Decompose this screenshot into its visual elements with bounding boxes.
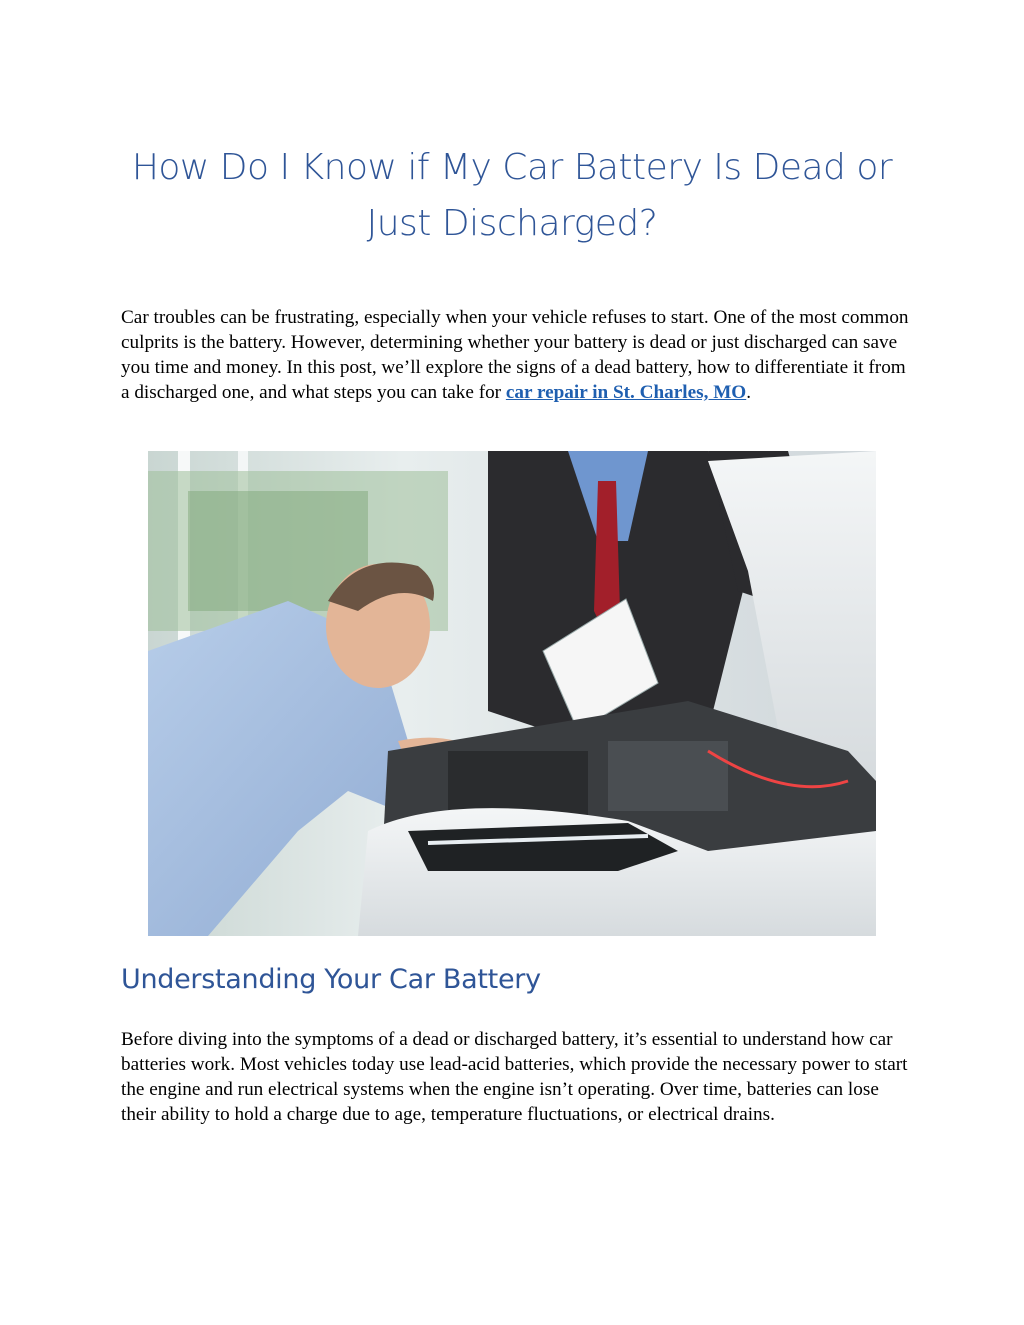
intro-paragraph (121, 305, 911, 405)
intro-text: Car troubles can be frustrating, especially when your vehicle refuses to start. One of the most common culprits is the battery. However, determining whether your battery is dead or just discharged can save you time and money. In this post, we’ll explore the signs of a dead battery, how to differentiate it from a discharged one, and what steps you can take for (121, 307, 909, 403)
car-repair-link[interactable]: car repair in St. Charles, MO (505, 382, 747, 403)
intro-text-end: . (746, 382, 752, 403)
page-title: How Do I Know if My Car Battery Is Dead or Just Discharged? (131, 147, 893, 244)
section-paragraph: Before diving into the symptoms of a dead or discharged battery, it’s essential to understand how car batteries work. Most vehicles today use lead-acid batteries, which provide the necessary power to start the engine and run electrical systems when the engine isn’t operating. Over time, batteries can lose their ability to hold a charge due to age, temperature fluctuations, or electrical drains. (121, 1029, 908, 1125)
section-heading: Understanding Your Car Battery (121, 964, 541, 995)
mechanic-photo (148, 451, 876, 936)
